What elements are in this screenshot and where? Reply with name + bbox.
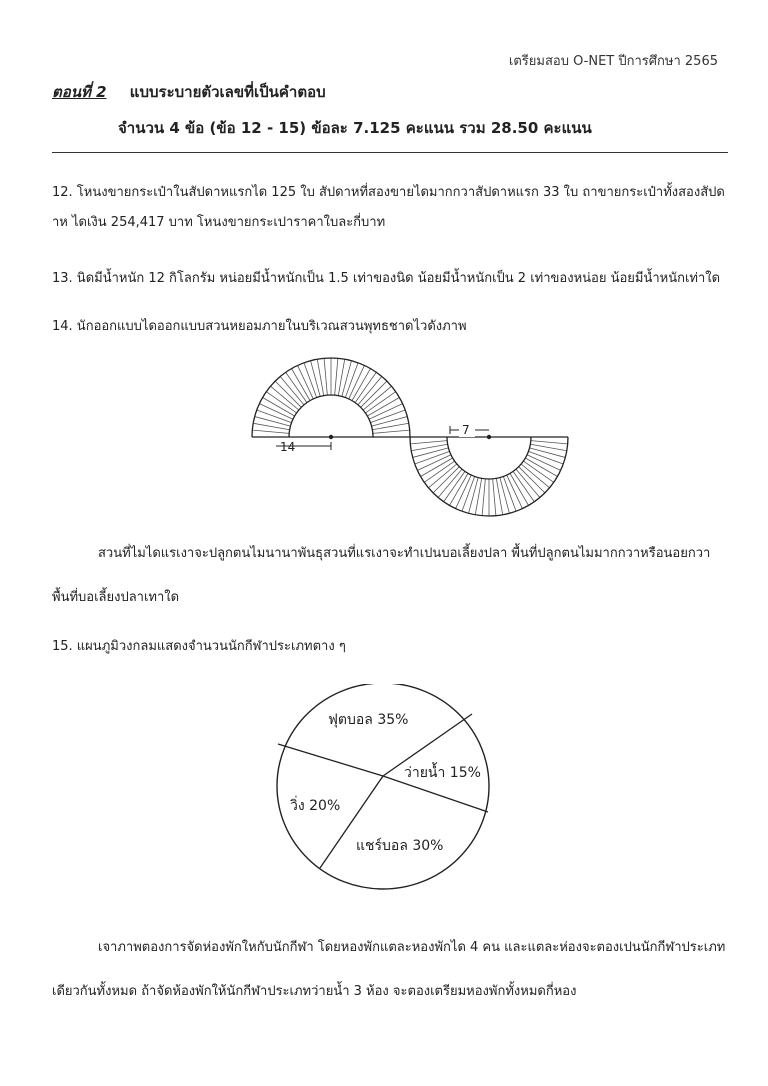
hatch-line	[324, 358, 327, 395]
bottom-inner-arc	[447, 437, 531, 479]
hatch-line	[252, 430, 289, 433]
hatch-line	[275, 381, 301, 407]
question-15: 15. แผนภูมิวงกลมแสดงจำนวนนักกีฬาประเภทตาง ๆ	[52, 639, 346, 654]
top-center-dot	[329, 435, 333, 439]
hatch-top	[252, 358, 409, 433]
hatch-line	[438, 469, 462, 497]
hatch-line	[361, 381, 387, 407]
label-14: 14	[280, 440, 296, 454]
slice-label-netball: แชร์บอล 30%	[356, 838, 444, 854]
section-title-line	[52, 80, 326, 104]
hatch-line	[519, 467, 545, 493]
question-14: 14. นักออกแบบไดออกแบบสวนหยอมภายในบริเวณสวนพุทธชาดไวดังภาพ	[52, 319, 467, 334]
pie-chart	[270, 684, 500, 894]
garden-figure	[240, 356, 580, 536]
question-12: 12. โหนงขายกระเป๋าในสัปดาหแรกได 125 ใบ สัปดาหที่สองขายไดมากกวาสัปดาหแรก 33 ใบ ถาขายกระเป๋าทั้งสองสัปดาห ไดเงิน 254,417 บาท โหนงขายกระเปาราคาใบละกี่บาท	[52, 185, 725, 230]
section-subtitle: จำนวน 4 ข้อ (ข้อ 12 - 15) ข้อละ 7.125 คะแนน รวม 28.50 คะแนน	[118, 119, 592, 137]
slice-label-running: วิ่ง 20%	[290, 798, 341, 814]
section-divider	[52, 152, 728, 153]
section-title: แบบระบายตัวเลขที่เป็นคำตอบ	[129, 83, 326, 101]
hatch-line	[493, 479, 496, 516]
pie-divider-3	[383, 776, 488, 812]
question-14-body: สวนที่ไมไดแรเงาจะปลูกตนไมนานาพันธุสวนที่แรเงาจะทำเปนบอเลี้ยงปลา พื้นที่ปลูกตนไมมากกวาหรือนอยกวาพื้นที่บอเลี้ยงปลาเทาใด	[52, 546, 711, 605]
slice-label-swimming: ว่ายน้ำ 15%	[404, 765, 481, 781]
hatch-line	[433, 467, 459, 493]
question-13: 13. นิดมีน้ำหนัก 12 กิโลกรัม หน่อยมีน้ำหนักเป็น 1.5 เท่าของนิด น้อยมีน้ำหนักเป็น 2 เท่าของหน่อย น้อยมีน้ำหนักเท่าใด	[52, 271, 721, 286]
hatch-line	[270, 386, 298, 410]
pie-divider-4	[320, 776, 383, 868]
hatch-line	[521, 464, 549, 488]
exam-header: เตรียมสอบ O-NET ปีการศึกษา 2565	[508, 54, 718, 69]
hatch-line	[335, 358, 338, 395]
hatch-bottom	[410, 441, 567, 516]
label-7: 7	[462, 423, 470, 437]
hatch-line	[280, 376, 304, 404]
pie-divider-1	[278, 744, 383, 776]
question-15-body: เจาภาพตองการจัดห่องพักใหกับนักกีฬา โดยหองพักแตละหองพักได 4 คน และแตละห่องจะตองเปนนักกีฬาประเภทเดียวกันทั้งหมด ถ้าจัดห้องพักให้นักกีฬาประเภทว่ายน้ำ 3 ห้อง จะตองเตรียมหองพักทั้งหมดกี่หอง	[52, 940, 726, 999]
slice-label-football: ฟุตบอล 35%	[328, 712, 409, 728]
hatch-line	[482, 479, 485, 516]
hatch-line	[373, 430, 410, 433]
hatch-line	[516, 469, 540, 497]
hatch-line	[410, 441, 447, 444]
hatch-line	[363, 386, 391, 410]
section-number: ตอนที่ 2	[52, 83, 107, 101]
bottom-center-dot	[487, 435, 491, 439]
hatch-line	[358, 376, 382, 404]
hatch-line	[531, 441, 568, 444]
top-inner-arc	[289, 395, 373, 437]
hatch-line	[428, 464, 456, 488]
